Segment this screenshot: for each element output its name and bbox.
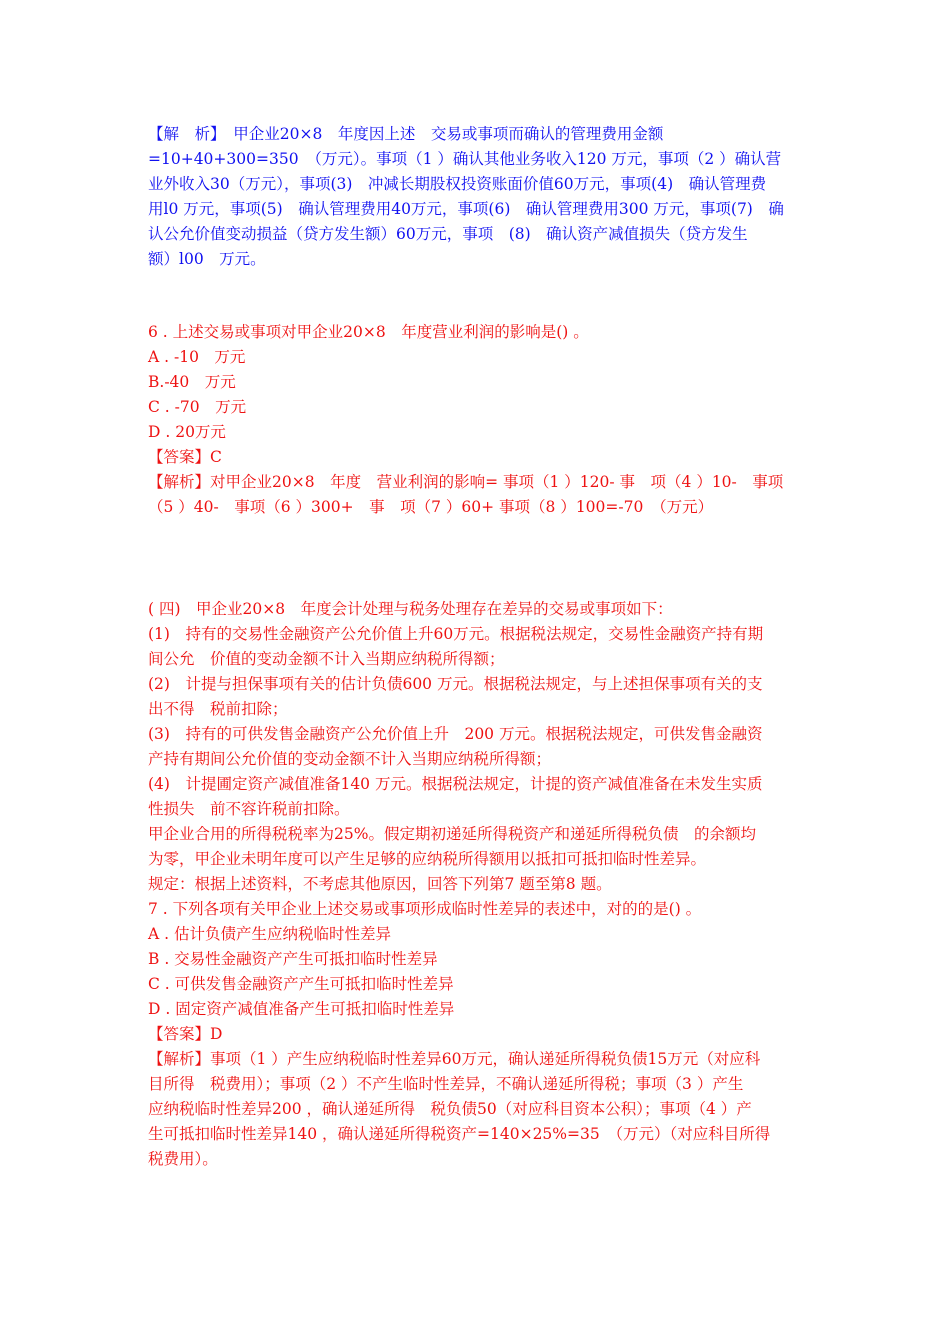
analysis-line: 认公允价值变动损益（贷方发生额）60万元，事项 (8) 确认资产减值损失（贷方发生 <box>148 225 748 243</box>
option-c: C . 可供发售金融资产产生可抵扣临时性差异 <box>148 975 454 993</box>
analysis-line: 用l0 万元，事项(5) 确认管理费用40万元，事项(6) 确认管理费用300 万元，事项(7) 确 <box>148 200 784 218</box>
section-line: (4) 计提圃定资产减值准备140 万元。根据税法规定，计提的资产减值准备在未发生实质 <box>148 775 763 793</box>
section-4-block <box>148 597 808 897</box>
answer-line: 【答案】C <box>148 448 222 466</box>
section-line: (1) 持有的交易性金融资产公允价值上升60万元。根据税法规定，交易性金融资产持有期 <box>148 625 764 643</box>
analysis-line: 【解析】事项（1 ）产生应纳税临时性差异60万元，确认递延所得税负债15万元（对应科 <box>148 1050 761 1068</box>
option-b: B . 交易性金融资产产生可抵扣临时性差异 <box>148 950 438 968</box>
analysis-line: 【解 析】 甲企业20×8 年度因上述 交易或事项而确认的管理费用金额 <box>148 125 664 143</box>
analysis-line: 税费用）。 <box>148 1150 218 1168</box>
analysis-line: （5 ）40- 事项（6 ）300+ 事 项（7 ）60+ 事项（8 ）100=-70 （万元） <box>148 498 714 516</box>
analysis-line: 生可抵扣临时性差异140 ，确认递延所得税资产=140×25%=35 （万元）（对应科目所得 <box>148 1125 771 1143</box>
section-line: (2) 计提与担保事项有关的估计负债600 万元。根据税法规定，与上述担保事项有关的支 <box>148 675 763 693</box>
analysis-line: 业外收入30（万元），事项(3) 冲减长期股权投资账面价值60万元，事项(4) 确认管理费 <box>148 175 767 193</box>
section-line: 出不得 税前扣除； <box>148 700 288 718</box>
section-line: 甲企业合用的所得税税率为25%。假定期初递延所得税资产和递延所得税负债 的余额均 <box>148 825 756 843</box>
question-stem: 6 . 上述交易或事项对甲企业20×8 年度营业利润的影响是() 。 <box>148 323 589 341</box>
section-line: 规定：根据上述资料，不考虑其他原因，回答下列第7 题至第8 题。 <box>148 875 612 893</box>
analysis-line: 目所得 税费用）；事项（2 ）不产生临时性差异，不确认递延所得税；事项（3 ）产生 <box>148 1075 744 1093</box>
section-line: (3) 持有的可供发售金融资产公允价值上升 200 万元。根据税法规定，可供发售金融资 <box>148 725 763 743</box>
analysis-block-question-5 <box>148 122 808 272</box>
analysis-line: =10+40+300=350 （万元）。事项（1 ）确认其他业务收入120 万元，事项（2 ）确认营 <box>148 150 782 168</box>
option-a: A . 估计负债产生应纳税临时性差异 <box>148 925 391 943</box>
option-a: A . -10 万元 <box>148 348 246 366</box>
section-line: 间公允 价值的变动金额不计入当期应纳税所得额； <box>148 650 505 668</box>
section-line: 产持有期间公允价值的变动金额不计入当期应纳税所得额； <box>148 750 552 768</box>
analysis-line: 额）l00 万元。 <box>148 250 266 268</box>
section-line: 为零，甲企业未明年度可以产生足够的应纳税所得额用以抵扣可抵扣临时性差异。 <box>148 850 707 868</box>
spacer <box>148 272 808 320</box>
option-c: C . -70 万元 <box>148 398 247 416</box>
question-7-block <box>148 897 808 1172</box>
section-line: 性损失 前不容许税前扣除。 <box>148 800 350 818</box>
question-6-block <box>148 320 808 520</box>
spacer <box>148 520 808 597</box>
document-page <box>148 122 808 1172</box>
section-heading: ( 四) 甲企业20×8 年度会计处理与税务处理存在差异的交易或事项如下： <box>148 600 673 618</box>
option-d: D . 固定资产减值准备产生可抵扣临时性差异 <box>148 1000 455 1018</box>
answer-line: 【答案】D <box>148 1025 223 1043</box>
option-d: D . 20万元 <box>148 423 226 441</box>
option-b: B.-40 万元 <box>148 373 236 391</box>
analysis-line: 【解析】对甲企业20×8 年度 营业利润的影响= 事项（1 ）120- 事 项（4 ）10- 事项 <box>148 473 784 491</box>
analysis-line: 应纳税临时性差异200 ，确认递延所得 税负债50（对应科目资本公积）；事项（4 ）产 <box>148 1100 752 1118</box>
question-stem: 7 . 下列各项有关甲企业上述交易或事项形成临时性差异的表述中，对的的是() 。 <box>148 900 702 918</box>
